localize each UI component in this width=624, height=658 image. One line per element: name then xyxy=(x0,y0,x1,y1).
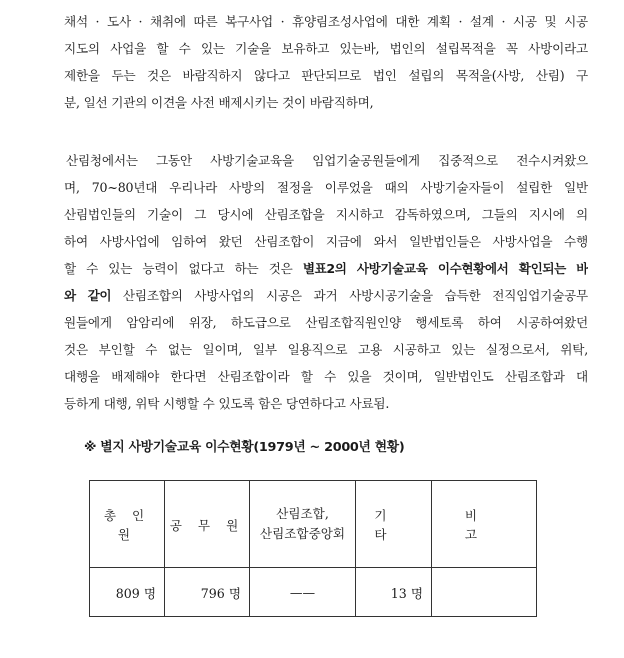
dash-text: —— xyxy=(289,584,316,600)
education-status-table xyxy=(89,480,537,617)
cell-cooperative xyxy=(250,568,356,617)
table-row xyxy=(90,568,537,617)
header-cooperative xyxy=(250,481,356,568)
paragraph-2-text: 산림조합의 사방사업의 시공은 과거 사방시공기술을 습득한 전직임업기술공무 xyxy=(111,288,588,303)
paragraph-2 xyxy=(64,147,588,417)
header-remarks: 비 고 xyxy=(432,481,537,568)
cell-remarks xyxy=(432,568,537,617)
paragraph-2-line: 대행을 배제해야 한다면 산림조합이라 할 수 있을 것이며, 일반법인도 산림조합과 대 xyxy=(64,369,588,384)
cell-official: 796 명 xyxy=(165,568,250,617)
header-total: 총 인 원 xyxy=(90,481,165,568)
emphasis-text: 와 같이 xyxy=(64,288,112,303)
cell-other: 13 명 xyxy=(356,568,432,617)
cell-total: 809 명 xyxy=(90,568,165,617)
header-other: 기 타 xyxy=(356,481,432,568)
header-official: 공 무 원 xyxy=(165,481,250,568)
paragraph-2-text: 할 수 있는 능력이 없다고 하는 것은 xyxy=(64,261,303,276)
paragraph-1-line: 지도의 사업을 할 수 있는 기술을 보유하고 있는바, 법인의 설립목적을 꼭 사방이라고 xyxy=(64,41,588,56)
header-cooperative-line1: 산림조합, xyxy=(276,506,329,521)
paragraph-2-line: 산림법인들의 기술이 그 당시에 산림조합을 지시하고 감독하였으며, 그들의 지시에 의 xyxy=(64,207,588,222)
header-cooperative-line2: 산림조합중앙회 xyxy=(259,526,346,541)
table-caption: ※ 별지 사방기술교육 이수현황(1979년 ~ 2000년 현황) xyxy=(84,440,405,455)
paragraph-2-line: 며, 70~80년대 우리나라 사방의 절정을 이루었을 때의 사방기술자들이 설립한 일반 xyxy=(64,180,588,195)
paragraph-2-line xyxy=(64,282,588,309)
paragraph-1-line: 채석 · 도사 · 채취에 따른 복구사업 · 휴양림조성사업에 대한 계획 · 설계 · 시공 및 시공 xyxy=(64,14,588,29)
paragraph-2-line: 것은 부인할 수 없는 일이며, 일부 일용직으로 고용 시공하고 있는 실정으로서, 위탁, xyxy=(64,342,588,357)
paragraph-2-line: 산림청에서는 그동안 사방기술교육을 임업기술공원들에게 집중적으로 전수시켜왔으 xyxy=(66,153,588,168)
emphasis-text: 별표2의 사방기술교육 이수현황에서 확인되는 바 xyxy=(302,261,588,276)
table-header-row xyxy=(90,481,537,568)
paragraph-1-line: 분, 일선 기관의 이견을 사전 배제시키는 것이 바람직하며, xyxy=(64,95,374,110)
paragraph-2-line xyxy=(64,255,588,282)
paragraph-2-line: 하여 사방사업에 임하여 왔던 산림조합이 지금에 와서 일반법인들은 사방사업을 수행 xyxy=(64,234,588,249)
paragraph-2-line: 원들에게 암암리에 위장, 하도급으로 산림조합직원인양 행세토록 하여 시공하여왔던 xyxy=(64,315,588,330)
paragraph-1 xyxy=(64,8,588,116)
paragraph-1-line: 제한을 두는 것은 바람직하지 않다고 판단되므로 법인 설립의 목적을(사방, 산림) 구 xyxy=(64,68,588,83)
paragraph-2-line: 등하게 대행, 위탁 시행할 수 있도록 함은 당연하다고 사료됨. xyxy=(64,396,390,411)
